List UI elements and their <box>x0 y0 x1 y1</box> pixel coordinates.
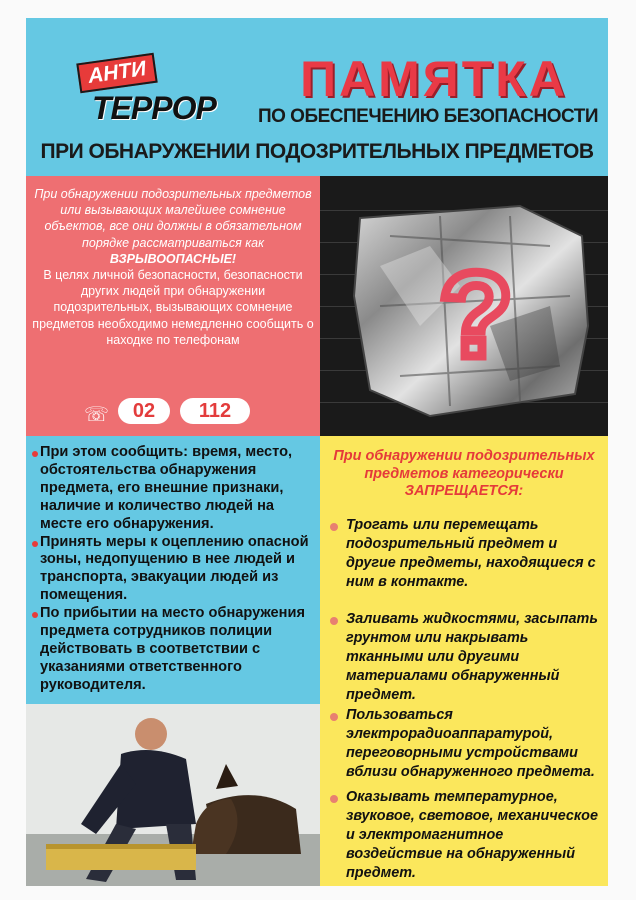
warning-text <box>32 186 314 348</box>
list-item: Принять меры к оцеплению опасной зоны, недопущению в нее людей и транспорта, эвакуации людей из помещения. <box>32 534 316 606</box>
warning-italic-text: При обнаружении подозрительных предметов или вызывающих малейшее сомнение объектов, все они должны в обязательном порядке рассматриваться как <box>34 187 312 250</box>
page-subtitle-1: ПО ОБЕСПЕЧЕНИЮ БЕЗОПАСНОСТИ <box>257 106 599 127</box>
warning-panel <box>26 176 320 436</box>
logo-anti-text: АНТИ <box>76 53 158 94</box>
bullet-icon <box>32 451 38 457</box>
list-item: Пользоваться электрорадиоаппаратурой, переговорными устройствами вблизи обнаруженного предмета. <box>330 706 600 782</box>
bullet-icon <box>330 795 338 803</box>
poster-header <box>26 18 608 176</box>
anti-terror-logo <box>70 54 216 134</box>
page-subtitle-2: ПРИ ОБНАРУЖЕНИИ ПОДОЗРИТЕЛЬНЫХ ПРЕДМЕТОВ <box>40 140 594 163</box>
bullet-icon <box>32 612 38 618</box>
list-item: Заливать жидкостями, засыпать грунтом или накрывать тканными или другими материалами обнаруженный предмет. <box>330 610 600 705</box>
actions-panel <box>26 436 320 704</box>
logo-terror-text: ТЕРРОР <box>92 90 216 126</box>
bullet-icon <box>330 617 338 625</box>
phone-number-112[interactable]: 112 <box>180 398 250 424</box>
poster <box>26 18 608 886</box>
warning-emphasis: ВЗРЫВООПАСНЫЕ! <box>109 251 237 266</box>
phone-numbers <box>84 398 274 428</box>
warning-normal-text: В целях личной безопасности, безопасности других людей при обнаружении подозрительных, вызывающих сомнение предметов необходимо немедленно сообщить о находке по телефонам <box>32 268 314 347</box>
question-mark-icon: ? <box>439 248 513 382</box>
list-item: Трогать или перемещать подозрительный предмет и другие предметы, находящиеся с ним в контакте. <box>330 516 600 592</box>
phone-number-02[interactable]: 02 <box>118 398 170 424</box>
list-item: При этом сообщить: время, место, обстоятельства обнаружения предмета, его внешние признаки, наличие и количество людей на месте его обнаружения. <box>32 444 316 534</box>
list-item: По прибытии на место обнаружения предмета сотрудников полиции действовать в соответствии с указаниями ответственного руководителя. <box>32 605 316 695</box>
telephone-icon: ☏ <box>84 404 110 426</box>
page-title: ПАМЯТКА <box>300 51 568 107</box>
list-item: Оказывать температурное, звуковое, световое, механическое и электромагнитное воздействие на обнаруженный предмет. <box>330 788 600 883</box>
police-dog-photo <box>26 704 320 886</box>
prohibited-panel <box>320 436 608 886</box>
officer-with-dog-illustration <box>26 704 320 886</box>
bullet-icon <box>32 541 38 547</box>
bullet-icon <box>330 523 338 531</box>
wrapped-package-illustration <box>320 176 608 436</box>
actions-list <box>32 444 316 695</box>
prohibited-heading: При обнаружении подозрительных предметов категорически ЗАПРЕЩАЕТСЯ: <box>333 448 595 499</box>
bullet-icon <box>330 713 338 721</box>
suspicious-package-image <box>320 176 608 436</box>
